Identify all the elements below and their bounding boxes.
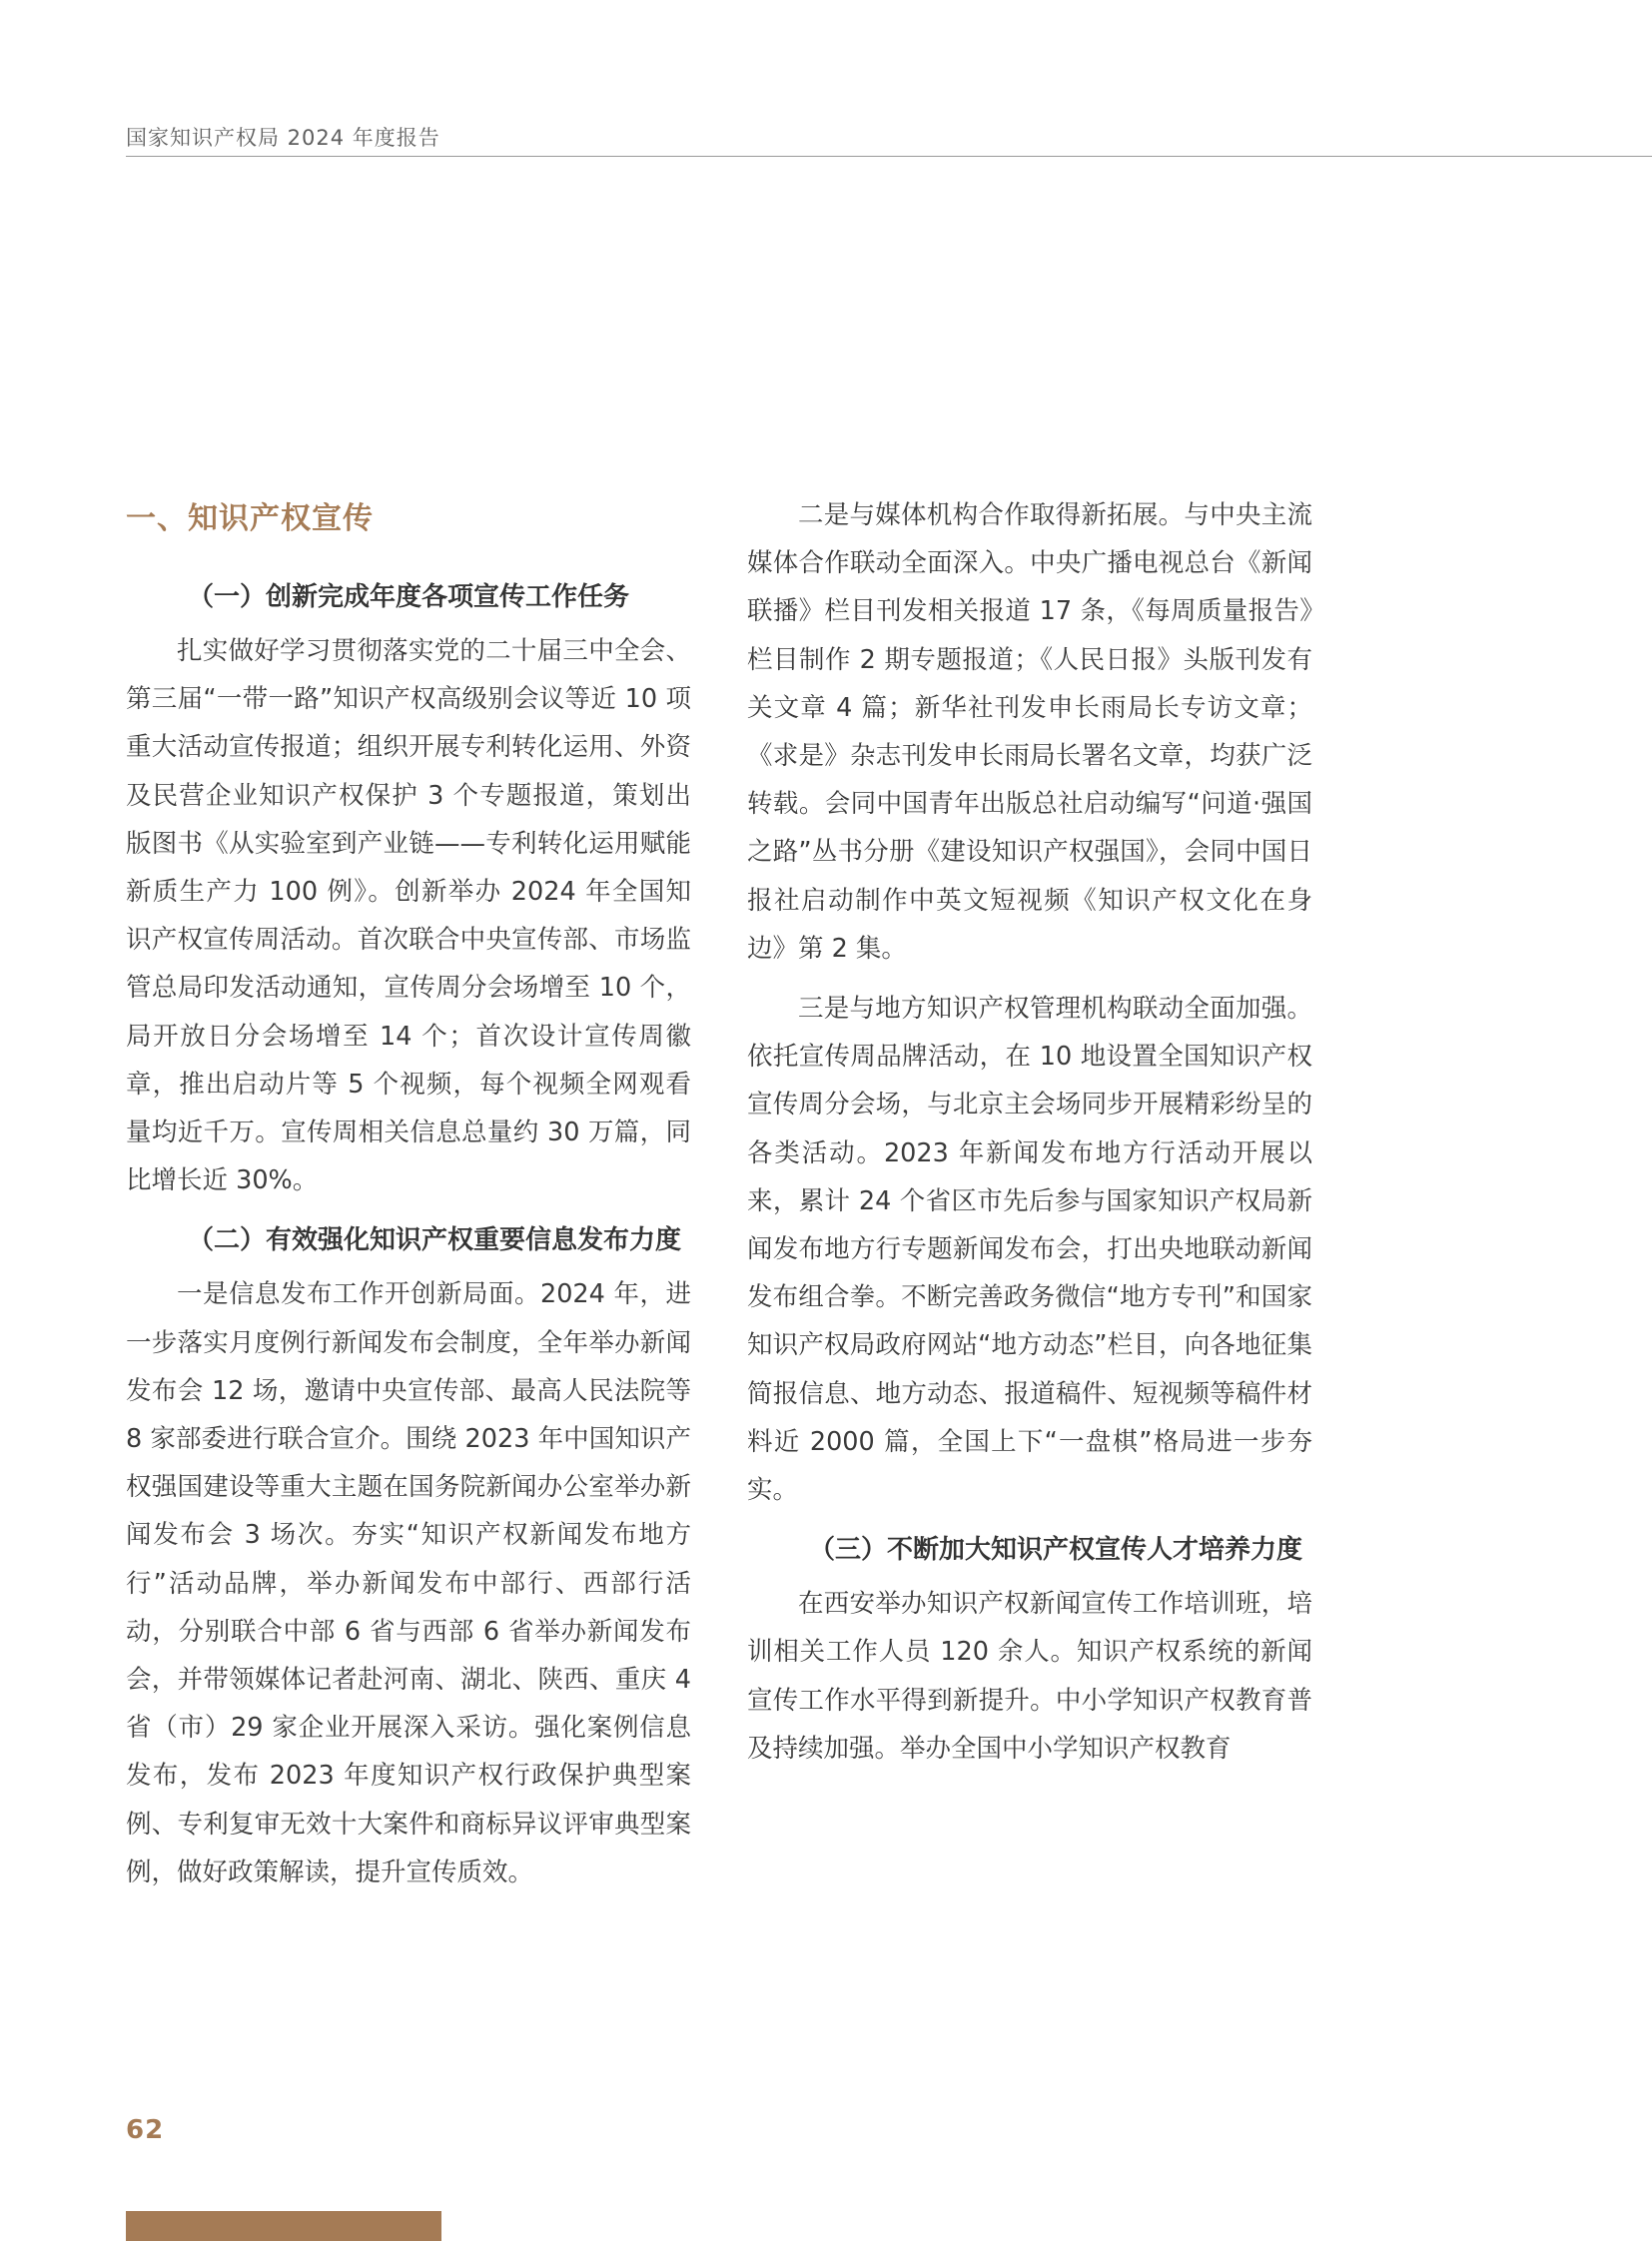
right-column (747, 491, 1312, 1785)
paragraph-info-release: 一是信息发布工作开创新局面。2024 年，进一步落实月度例行新闻发布会制度，全年举办新闻发布会 12 场，邀请中央宣传部、最高人民法院等 8 家部委进行联合宣介。围绕 2023 年中国知识产权强国建设等重大主题在国务院新闻办公室举办新闻发布会 3 场次。夯实“知识产权新闻发布地方行”活动品牌，举办新闻发布中部行、西部行活动，分别联合中部 6 省与西部 6 省举办新闻发布会，并带领媒体记者赴河南、湖北、陕西、重庆 4 省（市）29 家企业开展深入采访。强化案例信息发布，发布 2023 年度知识产权行政保护典型案例、专利复审无效十大案件和商标异议评审典型案例，做好政策解读，提升宣传质效。 (126, 1279, 691, 1887)
subsection-heading-1: （一）创新完成年度各项宣传工作任务 (188, 582, 630, 612)
footer-accent-bar (126, 2211, 441, 2241)
subsection-heading-2: （二）有效强化知识产权重要信息发布力度 (188, 1225, 682, 1256)
paragraph-media-cooperation: 二是与媒体机构合作取得新拓展。与中央主流媒体合作联动全面深入。中央广播电视总台《新闻联播》栏目刊发相关报道 17 条，《每周质量报告》栏目制作 2 期专题报道；《人民日报》头版刊发有关文章 4 篇；新华社刊发申长雨局长专访文章；《求是》杂志刊发申长雨局长署名文章，均获广泛转载。会同中国青年出版总社启动编写“问道·强国之路”丛书分册《建设知识产权强国》，会同中国日报社启动制作中英文短视频《知识产权文化在身边》第 2 集。 (747, 500, 1312, 964)
report-header-title: 国家知识产权局 2024 年度报告 (126, 126, 440, 150)
header-divider (126, 156, 1652, 157)
paragraph-publicity-tasks: 扎实做好学习贯彻落实党的二十届三中全会、第三届“一带一路”知识产权高级别会议等近 10 项重大活动宣传报道；组织开展专利转化运用、外资及民营企业知识产权保护 3 个专题报道，策划出版图书《从实验室到产业链——专利转化运用赋能新质生产力 100 例》。创新举办 2024 年全国知识产权宣传周活动。首次联合中央宣传部、市场监管总局印发活动通知，宣传周分会场增至 10 个，局开放日分会场增至 14 个；首次设计宣传周徽章，推出启动片等 5 个视频，每个视频全网观看量均近千万。宣传周相关信息总量约 30 万篇，同比增长近 30%。 (126, 636, 691, 1196)
page-number: 62 (126, 2115, 165, 2145)
paragraph-talent-training: 在西安举办知识产权新闻宣传工作培训班，培训相关工作人员 120 余人。知识产权系统的新闻宣传工作水平得到新提升。中小学知识产权教育普及持续加强。举办全国中小学知识产权教育 (747, 1589, 1312, 1764)
subsection-heading-3: （三）不断加大知识产权宣传人才培养力度 (809, 1535, 1303, 1566)
left-column (126, 491, 691, 1908)
paragraph-local-linkage: 三是与地方知识产权管理机构联动全面加强。依托宣传周品牌活动，在 10 地设置全国知识产权宣传周分会场，与北京主会场同步开展精彩纷呈的各类活动。2023 年新闻发布地方行活动开展以来，累计 24 个省区市先后参与国家知识产权局新闻发布地方行专题新闻发布会，打出央地联动新闻发布组合拳。不断完善政务微信“地方专刊”和国家知识产权局政府网站“地方动态”栏目，向各地征集简报信息、地方动态、报道稿件、短视频等稿件材料近 2000 篇，全国上下“一盘棋”格局进一步夯实。 (747, 994, 1312, 1506)
section-heading: 一、知识产权宣传 (126, 501, 374, 536)
